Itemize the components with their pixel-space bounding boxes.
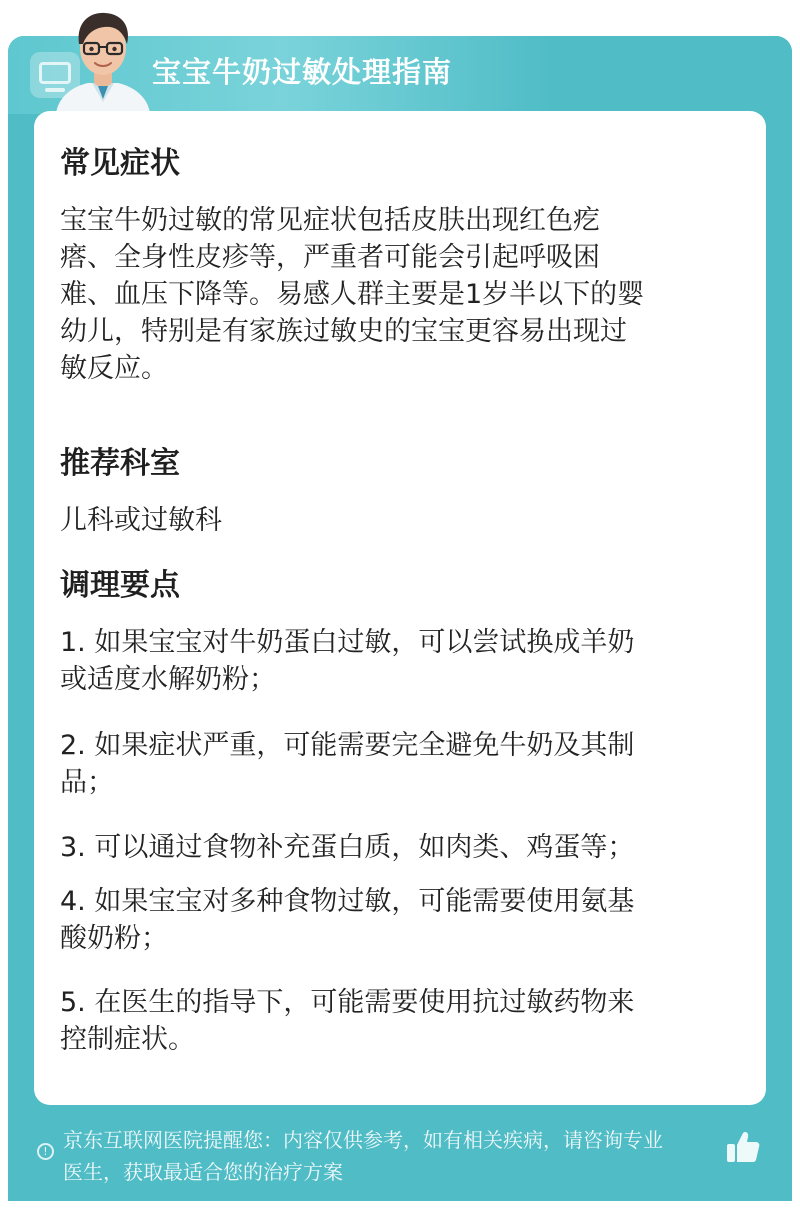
symptoms-line: 瘩、全身性皮疹等，严重者可能会引起呼吸困	[60, 242, 600, 273]
department-text: 儿科或过敏科	[60, 505, 222, 536]
care-item-line: 控制症状。	[60, 1024, 195, 1055]
footer-disclaimer	[63, 1124, 733, 1188]
care-item	[60, 883, 740, 957]
thumbs-up-icon[interactable]	[724, 1128, 762, 1166]
care-item-line: 1. 如果宝宝对牛奶蛋白过敏，可以尝试换成羊奶	[60, 627, 635, 658]
symptoms-line: 幼儿，特别是有家族过敏史的宝宝更容易出现过	[60, 316, 627, 347]
info-icon: !	[37, 1143, 54, 1160]
care-item-line: 品；	[60, 767, 114, 798]
doctor-avatar-icon	[48, 4, 158, 114]
department-heading: 推荐科室	[60, 446, 180, 481]
footer-line: 医生，获取最适合您的治疗方案	[63, 1160, 343, 1184]
care-item-line: 5. 在医生的指导下，可能需要使用抗过敏药物来	[60, 987, 635, 1018]
care-item-line: 或适度水解奶粉；	[60, 664, 276, 695]
care-item	[60, 727, 740, 801]
care-item-line: 4. 如果宝宝对多种食物过敏，可能需要使用氨基	[60, 886, 635, 917]
symptoms-line: 宝宝牛奶过敏的常见症状包括皮肤出现红色疙	[60, 205, 600, 236]
care-item-line: 酸奶粉；	[60, 923, 168, 954]
symptoms-text	[60, 202, 740, 387]
care-item	[60, 829, 740, 866]
page-title: 宝宝牛奶过敏处理指南	[152, 55, 453, 89]
footer-line: 京东互联网医院提醒您：内容仅供参考，如有相关疾病，请咨询专业	[63, 1128, 663, 1152]
symptoms-line: 难、血压下降等。易感人群主要是1岁半以下的婴	[60, 279, 645, 310]
care-item-line: 2. 如果症状严重，可能需要完全避免牛奶及其制	[60, 730, 635, 761]
care-item-line: 3. 可以通过食物补充蛋白质，如肉类、鸡蛋等；	[60, 832, 635, 863]
symptoms-line: 敏反应。	[60, 353, 168, 384]
care-item	[60, 624, 740, 698]
care-item	[60, 984, 740, 1058]
care-heading: 调理要点	[60, 568, 180, 603]
symptoms-heading: 常见症状	[60, 146, 180, 181]
